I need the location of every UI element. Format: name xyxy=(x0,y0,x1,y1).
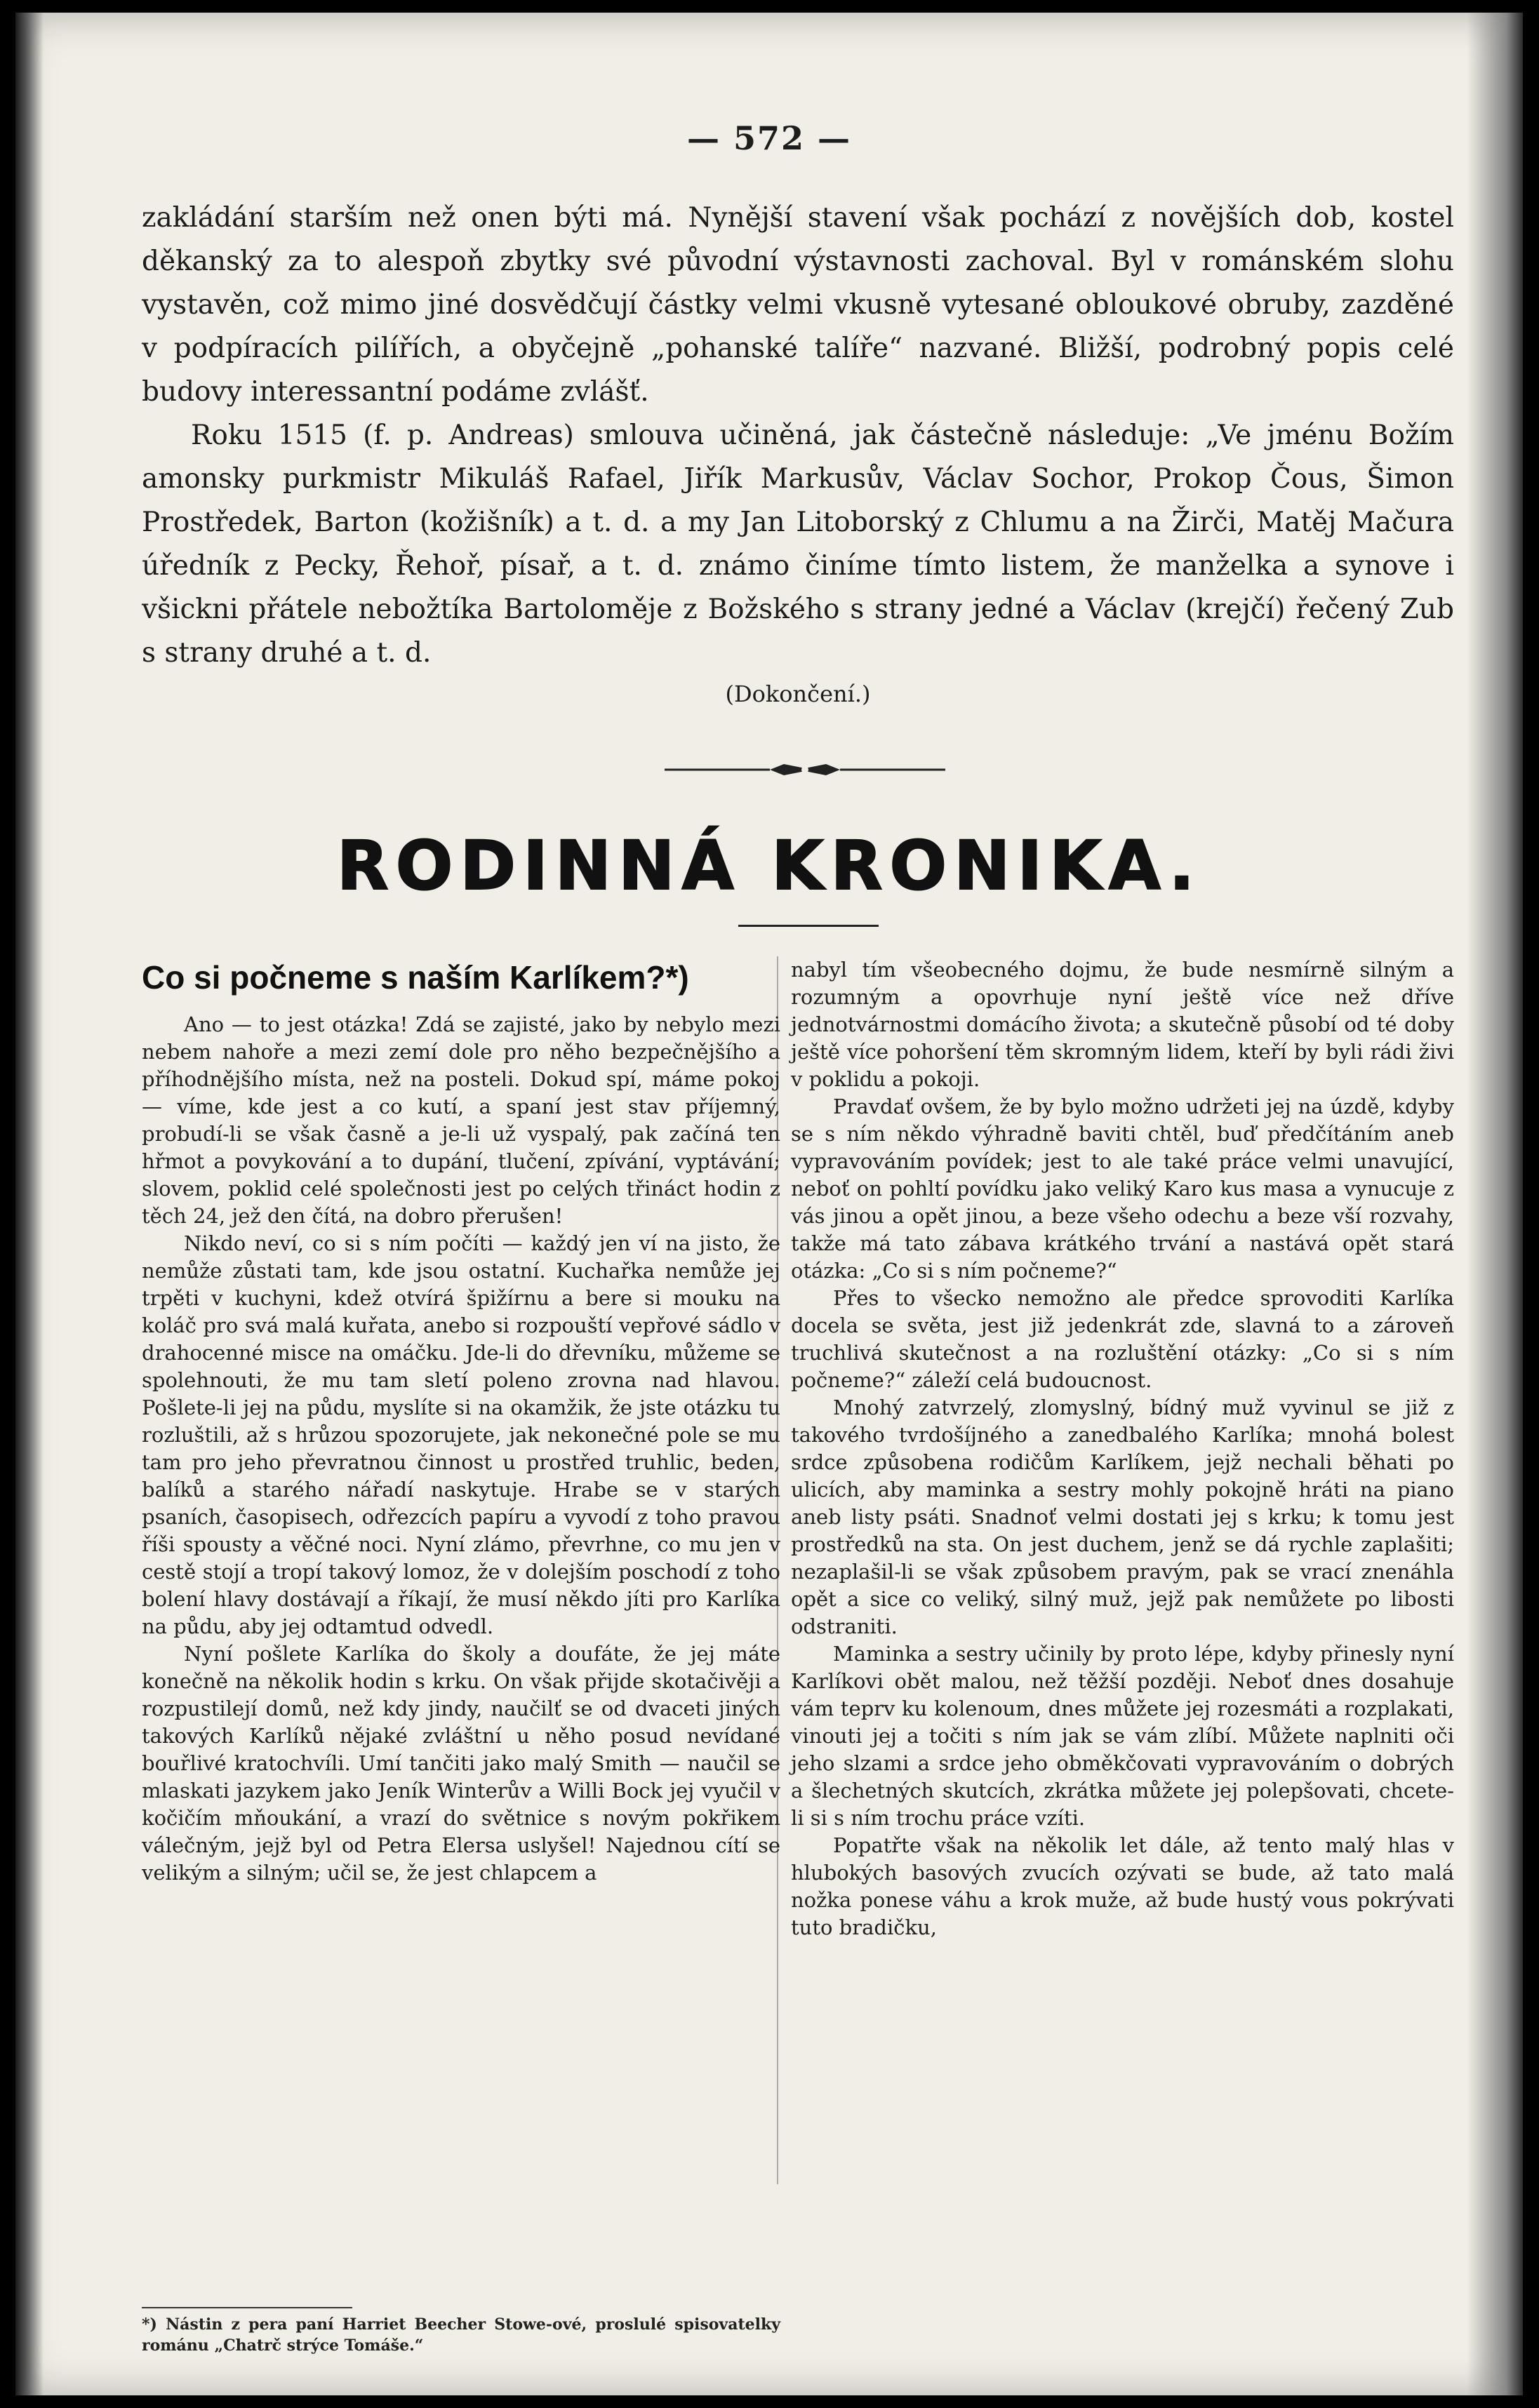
page-number: — 572 — xyxy=(686,119,852,157)
right-paragraph-6: Popatřte však na několik let dále, až tento malý hlas v hlubokých basových zvucích ozývati se bude, až tato malá nožka ponese váhu a krok muže, až bude hustý vous pokrývati tuto bradičku, xyxy=(791,1833,1454,1939)
top-article xyxy=(142,196,1454,716)
article-right-column xyxy=(791,956,1454,1941)
right-paragraph-5: Maminka a sestry učinily by proto lépe, kdyby přinesly nyní Karlíkovi obět malou, než těžší později. Neboť dnes dosahuje vám teprv ku kolenoum, dnes můžete jej rozesmáti a rozplakati, vinouti jej a točiti s ním jak se vám zlíbí. Můžete naplniti oči jeho slzami a srdce jeho obměkčovati vypravováním o dobrých a šlechetných skutcích, zkrátka můžete jej polepšovati, chcete-li si s ním trochu práce vzíti. xyxy=(791,1642,1454,1830)
top-paragraph-2: Roku 1515 (f. p. Andreas) smlouva učiněná, jak částečně následuje: „Ve jménu Božím amonsky purkmistr Mikuláš Rafael, Jiřík Markusův, Václav Sochor, Prokop Čous, Šimon Prostředek, Barton (kožišník) a t. d. a my Jan Litoborský z Chlumu a na Žirči, Matěj Mačura úředník z Pecky, Řehoř, písař, a t. d. známo činíme tímto listem, že manželka a synove i všickni přátele nebožtíka Bartoloměje z Božského s strany jedné a Václav (krejčí) řečený Zub s strany druhé a t. d. xyxy=(142,420,1454,669)
left-paragraph-3: Nyní pošlete Karlíka do školy a doufáte, že jej máte konečně na několik hodin s krku. On však přijde skotačivěji a rozpustilejí domů, než kdy jindy, naučilť se od dvaceti jiných takových Karlíků nějaké zvláštní u něho posud nevídané bouřlivé kratochvíli. Umí tančiti jako malý Smith — naučil se mlaskati jazykem jako Jeník Winterův a Willi Bock jej vyučil v kočičím mňoukání, a vrazí do světnice s novým pokřikem válečným, jejž byl od Petra Elersa uslyšel! Najednou cítí se velikým a silným; učil se, že jest chlapcem a xyxy=(142,1642,780,1885)
ornament-divider xyxy=(665,760,945,780)
article-left-column xyxy=(142,956,780,1887)
right-paragraph-3: Přes to všecko nemožno ale předce sprovoditi Karlíka docela se světa, jest již jedenkrát zde, slavná to a zároveň truchlivá skutečnost a na rozluštění otázky: „Co si s ním počneme?“ záleží celá budoucnost. xyxy=(791,1286,1454,1392)
footnote: *) Nástin z pera paní Harriet Beecher Stowe-ové, proslulé spisovatelky románu „Chatrč strýce Tomáše.“ xyxy=(142,2315,780,2355)
ornament-center xyxy=(801,766,808,773)
newspaper-page xyxy=(15,13,1523,2395)
footnote-rule xyxy=(142,2307,352,2308)
right-paragraph-2: Pravdať ovšem, že by bylo možno udržeti jej na úzdě, kdyby se s ním někdo výhradně baviti chtěl, buď předčítáním aneb vypravováním povídek; jest to ale také práce velmi unavující, neboť on pohltí povídku jako veliký Karo kus masa a vynucuje z vás jinou a opět jinou, a beze všeho odechu a beze vší rozvahy, takže má tato zábava krátkého trvání a nastává opět stará otázka: „Co si s ním počneme?“ xyxy=(791,1095,1454,1283)
right-paragraph-1: nabyl tím všeobecného dojmu, že bude nesmírně silným a rozumným a opovrhuje nyní ještě více než dříve jednotvárnostmi domácího života; a skutečně působí od té doby ještě více pohoršení těm skromným lidem, kteří by byli rádi živi v poklidu a pokoji. xyxy=(791,958,1454,1091)
right-paragraph-4: Mnohý zatvrzelý, zlomyslný, bídný muž vyvinul se již z takového tvrdošíjného a zanedbalého Karlíka; mnohá bolest srdce způsobena rodičům Karlíkem, jejž nechali běhati po ulicích, aby maminka a sestry mohly pokojně hráti na piano aneb listy psáti. Snadnoť velmi dostati jej s krku; k tomu jest prostředků na sta. On jest duchem, jenž se dá rychle zaplašiti; nezaplašil-li se však způsobem pravým, pak se vrací znenáhla opět a sice co veliký, silný muž, jejž pak nemůžete po libosti odstraniti. xyxy=(791,1396,1454,1638)
continued-note: (Dokončení.) xyxy=(725,681,871,707)
banner-rule xyxy=(738,925,879,927)
binding-shadow-left xyxy=(15,13,44,2395)
article-headline: Co si počneme s naším Karlíkem?*) xyxy=(142,959,689,996)
page-edge-right xyxy=(1467,13,1523,2395)
left-paragraph-2: Nikdo neví, co si s ním počíti — každý jen ví na jisto, že nemůže zůstati tam, kde jsou ostatní. Kuchařka nemůže jej trpěti v kuchyni, kdež otvírá špižírnu a bere si mouku na koláč pro svá malá kuřata, anebo si rozpouští vepřové sádlo v drahocenné misce na omáčku. Jde-li do dřevníku, můžeme se spolehnouti, že mu tam sletí poleno zrovna nad hlavou. Pošlete-li jej na půdu, myslíte si na okamžik, že jste otázku tu rozluštili, až s hrůzou spozorujete, jak nekonečné pole se mu tam pro jeho převratnou činnost u prostřed truhlic, beden, balíků a starého nářadí naskytuje. Hrabe se v starých psaních, časopisech, odřezcích papíru a vyvodí z toho pravou říši spousty a věčné noci. Nyní zlámo, převrhne, co mu jen v cestě stojí a tropí takový lomoz, že v dolejším poschodí z toho bolení hlavy dostávají a říkají, že musí někdo jíti pro Karlíka na půdu, aby jej odtamtud odvedl. xyxy=(142,1231,780,1638)
left-paragraph-1: Ano — to jest otázka! Zdá se zajisté, jako by nebylo mezi nebem nahoře a mezi zemí dole pro něho bezpečnějšího a příhodnějšího místa, než na posteli. Dokud spí, máme pokoj — víme, kde jest a co kutí, a spaní jest stav příjemný, probudí-li se však časně a je-li už vyspalý, pak začíná ten hřmot a povykování a to dupání, tlučení, zpívání, vyptávání; slovem, poklid celé společnosti jest po celých třináct hodin z těch 24, jež den čítá, na dobro přerušen! xyxy=(142,1012,780,1228)
section-banner: RODINNÁ KRONIKA. xyxy=(336,827,1202,905)
top-paragraph-1: zakládání starším než onen býti má. Nynější stavení však pochází z novějších dob, kostel děkanský za to alespoň zbytky své původní výstavnosti zachoval. Byl v románském slohu vystavěn, což mimo jiné dosvědčují částky velmi vkusně vytesané obloukové obruby, zazděné v podpíracích pilířích, a obyčejně „pohanské talíře“ nazvané. Bližší, podrobný popis celé budovy interessantní podáme zvlášť. xyxy=(142,202,1454,408)
